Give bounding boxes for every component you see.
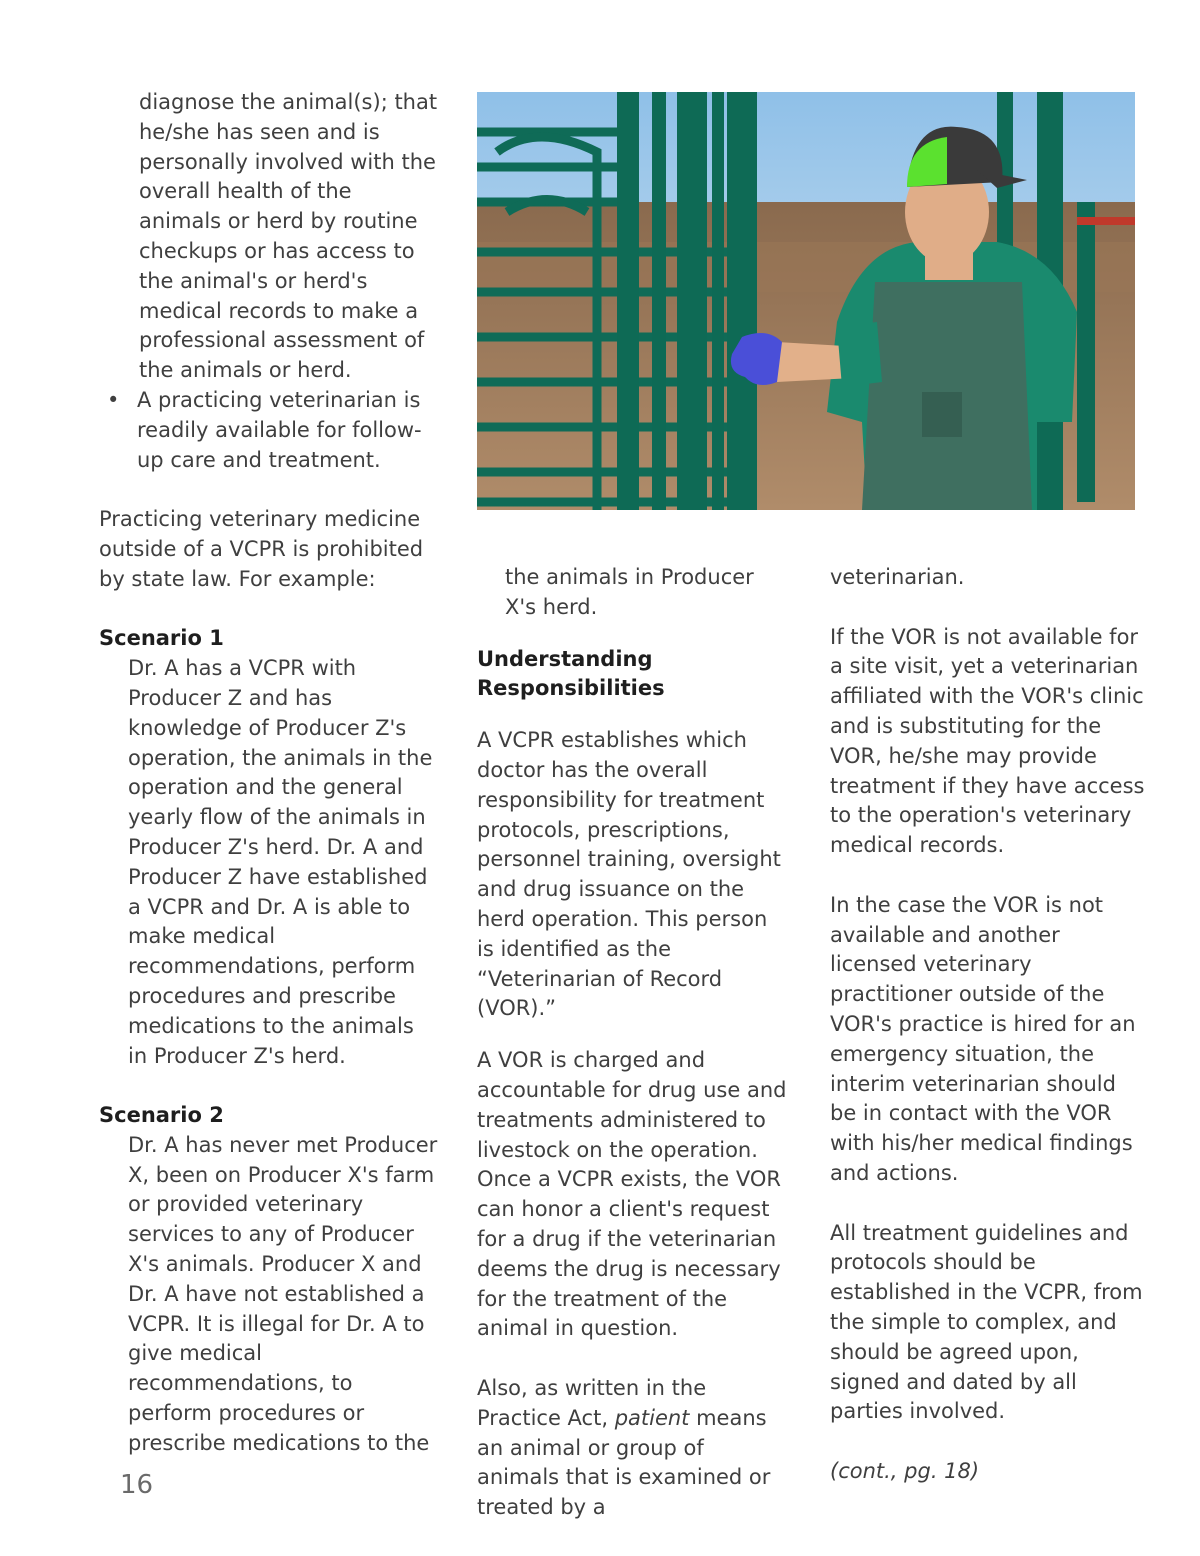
scenario-1-heading: Scenario 1 xyxy=(99,626,224,651)
paragraph-substitute: If the VOR is not available for a site visit, yet a veterinarian affiliated with the VOR's clinic and is substituting for the VOR, he/she may provide treatment if they have access to the operation's veterinary medical records. xyxy=(830,624,1145,858)
paragraph-vor: A VOR is charged and accountable for drug use and treatments administered to livestock on the operation. Once a VCPR exists, the VOR can honor a client's request for a drug if the veterinarian deems the drug is necessary for the treatment of the animal in question. xyxy=(477,1048,787,1341)
scenario-2-text: Dr. A has never met Producer X, been on Producer X's farm or provided veterinary services to any of Producer X's animals. Producer X and Dr. A have not established a VCPR. It is illegal for Dr. A to give medical recommendations, to perform procedures or prescribe medications to the xyxy=(128,1132,438,1455)
continued-note: (cont., pg. 18) xyxy=(830,1458,980,1483)
paragraph-practice-act xyxy=(477,1374,787,1523)
paragraph-emergency: In the case the VOR is not available and another licensed veterinary practitioner outside of the VOR's practice is hired for an emergency situation, the interim veterinarian should be in contact with the VOR with his/her medical findings and actions. xyxy=(830,892,1136,1185)
veterinarian-photo xyxy=(477,92,1135,510)
intro-paragraph: Practicing veterinary medicine outside of a VCPR is prohibited by state law. For example: xyxy=(99,507,424,591)
scenario-1-text: Dr. A has a VCPR with Producer Z and has knowledge of Producer Z's operation, the animals in the operation and the general yearly flow of the animals in Producer Z's herd. Dr. A and Producer Z have established a VCPR and Dr. A is able to make medical recommendations, perform procedures and prescribe medications to the animals in Producer Z's herd. xyxy=(128,656,433,1068)
paragraph-continuation: veterinarian. xyxy=(830,565,965,589)
column-left xyxy=(99,88,439,1459)
practice-act-text-end: means an animal or group of animals that is examined or treated by a xyxy=(477,1405,771,1520)
column-right xyxy=(830,563,1145,1487)
scenario-2-continuation: the animals in Producer X's herd. xyxy=(505,565,754,619)
column-middle xyxy=(477,563,787,1523)
bullet-icon: • xyxy=(107,387,120,412)
bullet-text: A practicing veterinarian is readily available for follow-up care and treatment. xyxy=(137,387,422,472)
bullet-item xyxy=(99,386,439,475)
scenario-2-heading: Scenario 2 xyxy=(99,1103,224,1128)
paragraph-guidelines: All treatment guidelines and protocols should be established in the VCPR, from the simple to complex, and should be agreed upon, signed and dated by all parties involved. xyxy=(830,1220,1143,1424)
practice-act-text: Also, as written in the Practice Act, xyxy=(477,1375,707,1430)
bullet-continuation: diagnose the animal(s); that he/she has seen and is personally involved with the overall health of the animals or herd by routine checkups or has access to the animal's or herd's medical records to make a professional assessment of the animals or herd. xyxy=(139,90,438,383)
page-number: 16 xyxy=(120,1470,154,1500)
section-heading: Understanding Responsibilities xyxy=(477,646,665,701)
patient-term: patient xyxy=(614,1405,690,1430)
paragraph-vcpr: A VCPR establishes which doctor has the overall responsibility for treatment protocols, prescriptions, personnel training, oversight and drug issuance on the herd operation. This person is identified as the “Veterinarian of Record (VOR).” xyxy=(477,728,781,1021)
